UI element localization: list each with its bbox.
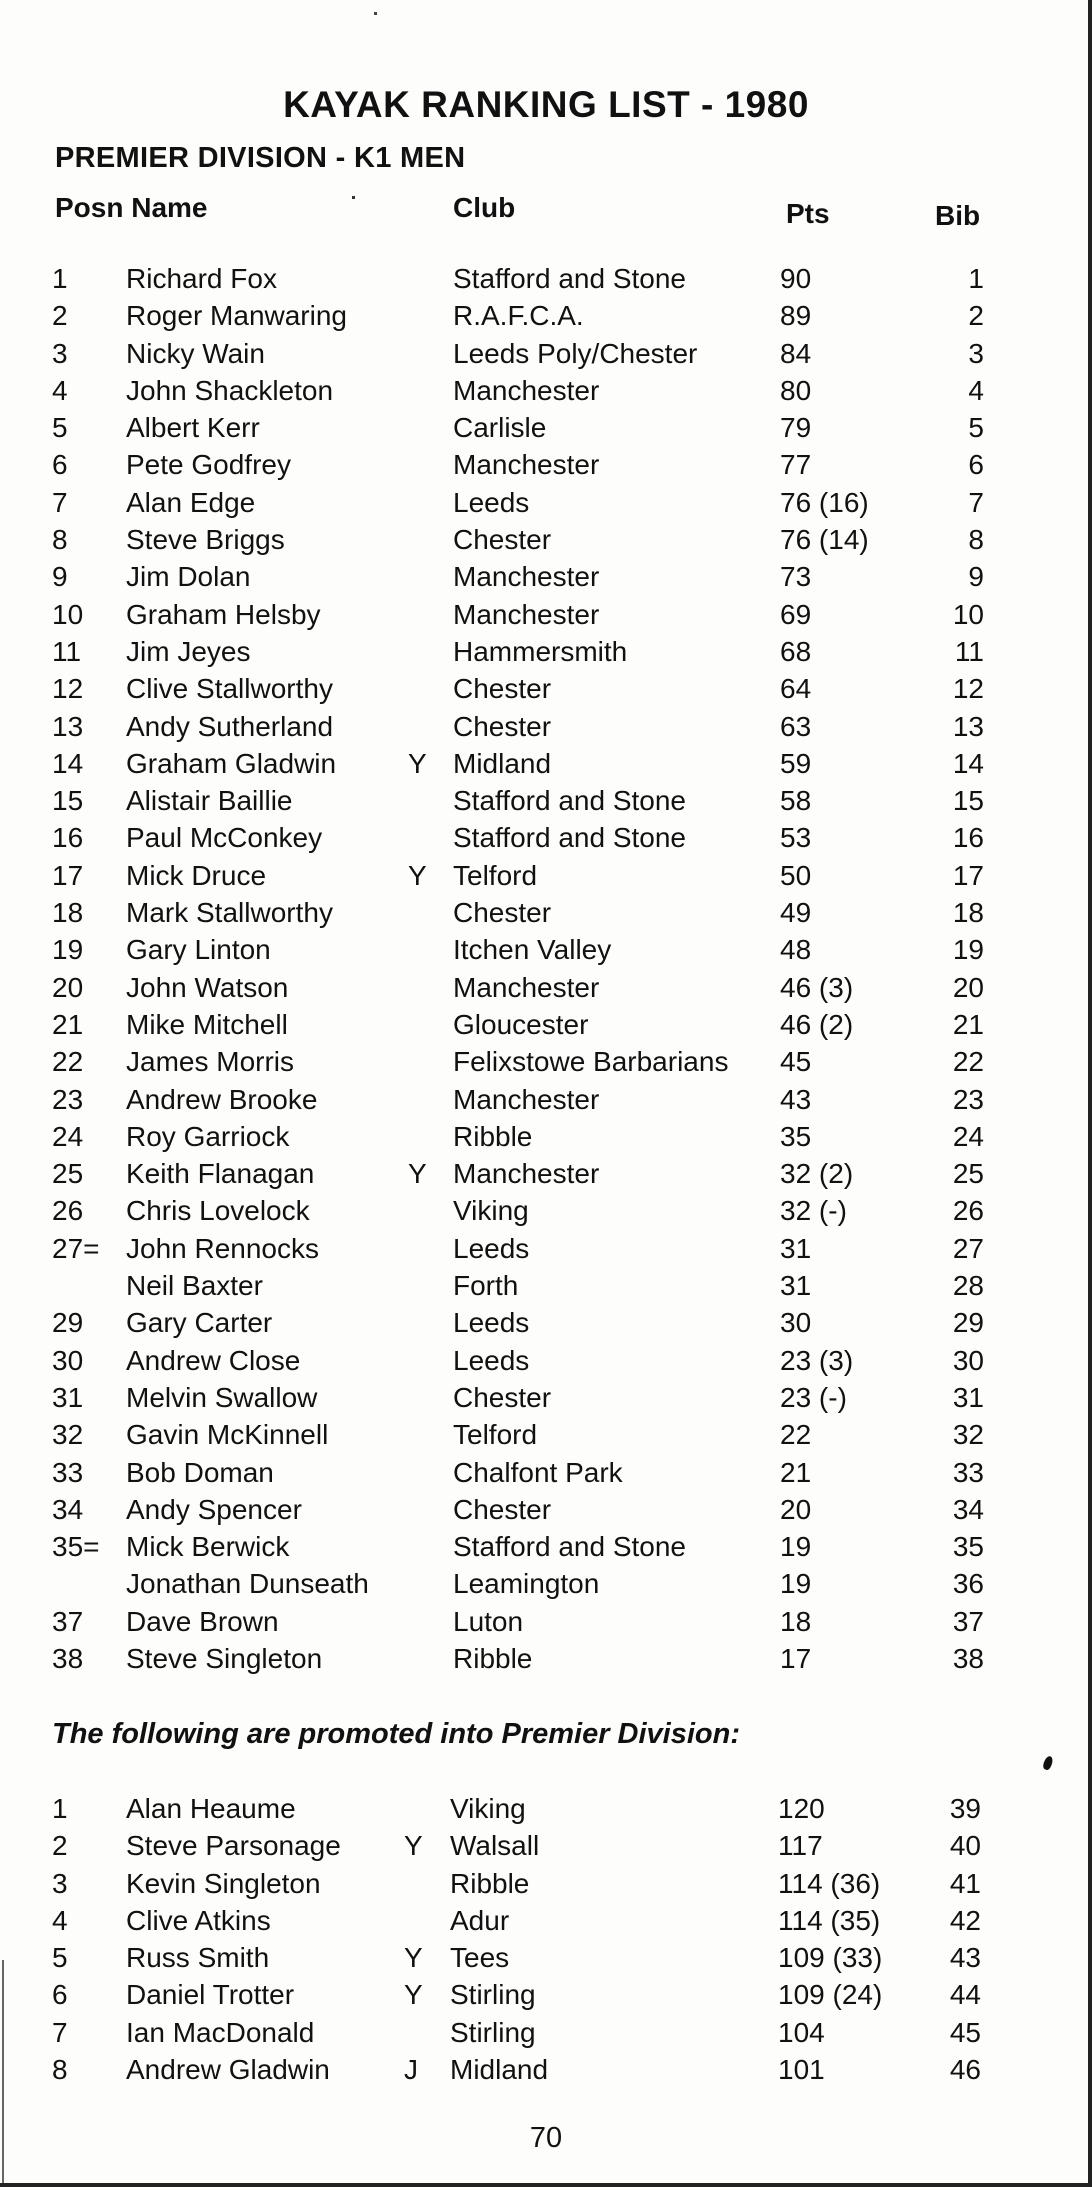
- cell-club: Hammersmith: [453, 635, 628, 667]
- cell-bib: 6: [968, 449, 984, 481]
- ink-mark: [1042, 1755, 1054, 1771]
- cell-name: Graham Helsby: [126, 598, 321, 630]
- cell-club: Ribble: [450, 1867, 530, 1899]
- cell-club: Stafford and Stone: [453, 785, 686, 817]
- cell-position: 5: [52, 412, 68, 444]
- cell-points: 43: [780, 1083, 812, 1115]
- cell-points: 90: [780, 263, 812, 294]
- cell-club: Midland: [450, 2054, 549, 2086]
- cell-club: Chester: [453, 710, 552, 742]
- scan-speck: [374, 12, 377, 15]
- cell-name: Ian MacDonald: [126, 2016, 315, 2048]
- page-number: 70: [529, 2122, 563, 2154]
- cell-points: 23 (-): [780, 1381, 847, 1413]
- table-row: [0, 558, 1092, 595]
- table-row: [0, 446, 1092, 483]
- table-row: [0, 857, 1092, 894]
- cell-club: Manchester: [453, 598, 600, 630]
- table-row: [0, 521, 1092, 558]
- cell-name: Kevin Singleton: [126, 1867, 321, 1899]
- cell-club: Chester: [453, 524, 552, 556]
- division-subtitle: PREMIER DIVISION - K1 MEN: [55, 142, 466, 174]
- cell-flag: Y: [408, 859, 427, 891]
- cell-club: Chester: [453, 1381, 552, 1413]
- cell-position: 9: [52, 561, 68, 593]
- cell-bib: 29: [952, 1307, 984, 1339]
- cell-position: 33: [52, 1456, 84, 1488]
- table-row: [0, 260, 1092, 297]
- cell-points: 80: [780, 374, 812, 406]
- cell-bib: 35: [952, 1531, 984, 1563]
- cell-name: Andy Sutherland: [126, 710, 334, 742]
- cell-bib: 14: [952, 747, 984, 779]
- cell-position: 7: [52, 486, 68, 518]
- cell-position: 21: [52, 1008, 84, 1040]
- cell-bib: 11: [954, 635, 984, 667]
- cell-name: Roy Garriock: [126, 1120, 290, 1152]
- cell-position: 24: [52, 1120, 84, 1152]
- table-row: [0, 1565, 1092, 1602]
- cell-position: 3: [52, 337, 68, 369]
- cell-position: 13: [52, 710, 84, 742]
- cell-position: 14: [52, 747, 84, 779]
- table-row: [0, 1491, 1092, 1528]
- header-posn-name: Posn Name: [55, 192, 208, 223]
- table-row: [0, 372, 1092, 409]
- cell-name: Steve Parsonage: [126, 1830, 341, 1862]
- table-row: [0, 1865, 1092, 1902]
- cell-name: Andy Spencer: [126, 1493, 302, 1525]
- cell-flag: J: [404, 2054, 418, 2086]
- table-row: [0, 1118, 1092, 1155]
- cell-club: Stafford and Stone: [453, 822, 686, 854]
- cell-bib: 30: [952, 1344, 984, 1376]
- cell-bib: 32: [952, 1419, 984, 1451]
- cell-bib: 7: [968, 486, 984, 518]
- cell-bib: 3: [968, 337, 984, 369]
- cell-points: 58: [780, 785, 812, 817]
- cell-position: 30: [52, 1344, 84, 1376]
- cell-position: 29: [52, 1307, 84, 1339]
- cell-position: 31: [52, 1381, 84, 1413]
- header-pts: Pts: [786, 198, 830, 229]
- cell-points: 73: [780, 561, 812, 593]
- table-row: [0, 1416, 1092, 1453]
- cell-club: R.A.F.C.A.: [453, 300, 584, 332]
- cell-name: John Rennocks: [126, 1232, 320, 1264]
- cell-bib: 37: [952, 1605, 984, 1637]
- cell-position: 6: [52, 449, 68, 481]
- table-row: [0, 2051, 1092, 2088]
- cell-club: Chalfont Park: [453, 1456, 623, 1488]
- cell-points: 30: [780, 1307, 812, 1339]
- cell-bib: 39: [949, 1793, 981, 1824]
- table-row: [0, 782, 1092, 819]
- cell-position: 16: [52, 822, 84, 854]
- cell-position: 20: [52, 971, 84, 1003]
- cell-name: Russ Smith: [126, 1942, 270, 1974]
- cell-position: 4: [52, 374, 68, 406]
- cell-club: Felixstowe Barbarians: [453, 1046, 729, 1078]
- cell-points: 46 (3): [780, 971, 854, 1003]
- cell-points: 50: [780, 859, 812, 891]
- cell-bib: 15: [952, 785, 984, 817]
- cell-flag: Y: [404, 1979, 423, 2011]
- table-row: [0, 1379, 1092, 1416]
- cell-points: 117: [778, 1830, 823, 1862]
- table-row: [0, 670, 1092, 707]
- cell-name: Keith Flanagan: [126, 1158, 315, 1190]
- cell-bib: 36: [952, 1568, 984, 1600]
- cell-name: Mick Berwick: [126, 1531, 290, 1563]
- cell-club: Telford: [453, 1419, 538, 1451]
- cell-bib: 46: [949, 2054, 981, 2086]
- cell-club: Manchester: [453, 374, 600, 406]
- cell-flag: Y: [404, 1942, 423, 1974]
- table-row: [0, 1640, 1092, 1677]
- cell-club: Tees: [450, 1942, 510, 1974]
- cell-flag: Y: [408, 1158, 427, 1190]
- cell-name: Steve Singleton: [126, 1642, 323, 1674]
- cell-club: Ribble: [453, 1120, 533, 1152]
- cell-name: Graham Gladwin: [126, 747, 337, 779]
- cell-position: 3: [52, 1867, 68, 1899]
- table-row: [0, 1230, 1092, 1267]
- table-row: [0, 1976, 1092, 2013]
- cell-club: Luton: [453, 1605, 524, 1637]
- scan-edge-bottom: [0, 2183, 1092, 2187]
- cell-bib: 34: [952, 1493, 984, 1525]
- cell-flag: Y: [408, 747, 427, 779]
- cell-position: 37: [52, 1605, 84, 1637]
- cell-position: 10: [52, 598, 84, 630]
- table-row: [0, 633, 1092, 670]
- cell-bib: 26: [952, 1195, 984, 1227]
- cell-points: 53: [780, 822, 812, 854]
- table-row: [0, 1454, 1092, 1491]
- cell-points: 84: [780, 337, 812, 369]
- cell-points: 69: [780, 598, 812, 630]
- cell-name: Gavin McKinnell: [126, 1419, 329, 1451]
- cell-points: 46 (2): [780, 1008, 854, 1040]
- cell-points: 109 (24): [778, 1979, 883, 2011]
- cell-position: 27=: [52, 1232, 100, 1264]
- cell-position: 15: [52, 785, 84, 817]
- promoted-note: The following are promoted into Premier Division:: [52, 1718, 741, 1750]
- cell-bib: 8: [968, 524, 984, 556]
- cell-position: 12: [52, 673, 84, 705]
- cell-position: 8: [52, 524, 68, 556]
- table-row: [0, 1043, 1092, 1080]
- table-row: [0, 1267, 1092, 1304]
- cell-name: Bob Doman: [126, 1456, 274, 1488]
- table-row: [0, 1902, 1092, 1939]
- table-row: [0, 1827, 1092, 1864]
- cell-position: 2: [52, 1830, 68, 1862]
- cell-points: 35: [780, 1120, 812, 1152]
- cell-position: 2: [52, 300, 68, 332]
- header-club: Club: [453, 192, 516, 223]
- cell-name: Andrew Gladwin: [126, 2054, 330, 2086]
- table-row: [0, 484, 1092, 521]
- cell-bib: 10: [952, 598, 984, 630]
- cell-name: Gary Linton: [126, 934, 271, 966]
- cell-position: 1: [52, 1793, 68, 1824]
- cell-name: Daniel Trotter: [126, 1979, 295, 2011]
- cell-club: Leeds: [453, 1307, 530, 1339]
- table-row: [0, 745, 1092, 782]
- cell-points: 19: [780, 1568, 812, 1600]
- promoted-ranking-table: [0, 1790, 1092, 2088]
- cell-position: 4: [52, 1904, 68, 1936]
- cell-position: 25: [52, 1158, 84, 1190]
- cell-points: 49: [780, 897, 812, 929]
- cell-bib: 28: [952, 1270, 984, 1302]
- cell-name: Jonathan Dunseath: [126, 1568, 369, 1600]
- cell-name: Paul McConkey: [126, 822, 323, 854]
- cell-points: 120: [778, 1793, 825, 1824]
- cell-bib: 20: [952, 971, 984, 1003]
- cell-name: John Watson: [126, 971, 289, 1003]
- table-row: [0, 1304, 1092, 1341]
- column-headers: [0, 192, 1092, 232]
- cell-points: 17: [780, 1642, 812, 1674]
- table-row: [0, 969, 1092, 1006]
- cell-bib: 45: [949, 2016, 981, 2048]
- cell-name: Alan Heaume: [126, 1793, 296, 1824]
- table-row: [0, 1081, 1092, 1118]
- cell-bib: 2: [968, 300, 984, 332]
- cell-club: Stirling: [450, 1979, 536, 2011]
- cell-name: Alistair Baillie: [126, 785, 293, 817]
- cell-bib: 25: [952, 1158, 984, 1190]
- table-row: [0, 297, 1092, 334]
- cell-bib: 31: [952, 1381, 984, 1413]
- page-title: KAYAK RANKING LIST - 1980: [283, 84, 809, 125]
- cell-points: 48: [780, 934, 812, 966]
- cell-name: Clive Atkins: [126, 1904, 271, 1936]
- cell-club: Viking: [453, 1195, 529, 1227]
- cell-points: 76 (14): [780, 524, 869, 556]
- cell-name: Andrew Brooke: [126, 1083, 318, 1115]
- cell-club: Viking: [450, 1793, 526, 1824]
- cell-name: James Morris: [126, 1046, 295, 1078]
- cell-points: 68: [780, 635, 812, 667]
- cell-bib: 22: [952, 1046, 984, 1078]
- cell-name: Gary Carter: [126, 1307, 273, 1339]
- table-row: [0, 1528, 1092, 1565]
- cell-points: 32 (-): [780, 1195, 847, 1227]
- cell-name: Jim Dolan: [126, 561, 251, 593]
- cell-name: Albert Kerr: [126, 412, 260, 444]
- cell-club: Ribble: [453, 1642, 533, 1674]
- cell-position: 6: [52, 1979, 68, 2011]
- cell-name: Melvin Swallow: [126, 1381, 318, 1413]
- table-row: [0, 2014, 1092, 2051]
- table-row: [0, 409, 1092, 446]
- cell-bib: 33: [952, 1456, 984, 1488]
- cell-points: 21: [780, 1456, 812, 1488]
- cell-position: 11: [52, 635, 82, 667]
- cell-bib: 12: [952, 673, 984, 705]
- table-row: [0, 1192, 1092, 1229]
- cell-position: 23: [52, 1083, 84, 1115]
- cell-name: Clive Stallworthy: [126, 673, 333, 705]
- cell-club: Stafford and Stone: [453, 263, 686, 294]
- cell-bib: 18: [952, 897, 984, 929]
- cell-position: 8: [52, 2054, 68, 2086]
- cell-points: 23 (3): [780, 1344, 854, 1376]
- cell-position: 34: [52, 1493, 84, 1525]
- cell-position: 22: [52, 1046, 84, 1078]
- cell-bib: 21: [952, 1008, 984, 1040]
- cell-club: Leeds: [453, 1344, 530, 1376]
- cell-points: 59: [780, 747, 812, 779]
- table-row: [0, 1939, 1092, 1976]
- cell-name: Nicky Wain: [126, 337, 265, 369]
- cell-points: 77: [780, 449, 812, 481]
- cell-bib: 9: [968, 561, 984, 593]
- premier-ranking-table: [0, 260, 1092, 1677]
- cell-club: Chester: [453, 1493, 552, 1525]
- cell-bib: 38: [952, 1642, 984, 1674]
- cell-bib: 17: [952, 859, 984, 891]
- cell-bib: 5: [968, 412, 984, 444]
- cell-position: 18: [52, 897, 84, 929]
- table-row: [0, 819, 1092, 856]
- cell-points: 64: [780, 673, 812, 705]
- cell-points: 101: [778, 2054, 825, 2086]
- cell-name: Richard Fox: [126, 263, 277, 294]
- cell-name: Neil Baxter: [126, 1270, 263, 1302]
- cell-bib: 23: [952, 1083, 984, 1115]
- table-row: [0, 335, 1092, 372]
- cell-points: 20: [780, 1493, 812, 1525]
- cell-bib: 13: [952, 710, 984, 742]
- cell-bib: 24: [952, 1120, 984, 1152]
- cell-bib: 41: [949, 1867, 981, 1899]
- cell-name: Dave Brown: [126, 1605, 279, 1637]
- cell-club: Adur: [450, 1904, 510, 1936]
- cell-name: Mark Stallworthy: [126, 897, 333, 929]
- cell-points: 19: [780, 1531, 812, 1563]
- cell-points: 32 (2): [780, 1158, 854, 1190]
- cell-bib: 19: [952, 934, 984, 966]
- cell-name: Roger Manwaring: [126, 300, 347, 332]
- header-bib: Bib: [935, 200, 981, 231]
- cell-bib: 44: [949, 1979, 981, 2011]
- cell-club: Walsall: [450, 1830, 540, 1862]
- table-row: [0, 894, 1092, 931]
- cell-club: Leeds Poly/Chester: [453, 337, 698, 369]
- cell-points: 76 (16): [780, 486, 869, 518]
- cell-name: Mike Mitchell: [126, 1008, 288, 1040]
- cell-club: Manchester: [453, 561, 600, 593]
- cell-position: 35=: [52, 1531, 100, 1563]
- table-row: [0, 1155, 1092, 1192]
- cell-club: Stirling: [450, 2016, 536, 2048]
- cell-name: John Shackleton: [126, 374, 334, 406]
- cell-club: Itchen Valley: [453, 934, 612, 966]
- cell-club: Gloucester: [453, 1008, 589, 1040]
- cell-bib: 40: [949, 1830, 981, 1862]
- table-row: [0, 1342, 1092, 1379]
- table-row: [0, 1790, 1092, 1827]
- cell-club: Chester: [453, 673, 552, 705]
- cell-club: Leeds: [453, 1232, 530, 1264]
- cell-points: 31: [780, 1270, 812, 1302]
- cell-points: 22: [780, 1419, 812, 1451]
- cell-position: 7: [52, 2016, 68, 2048]
- cell-points: 63: [780, 710, 812, 742]
- cell-club: Midland: [453, 747, 552, 779]
- cell-points: 89: [780, 300, 812, 332]
- cell-club: Manchester: [453, 971, 600, 1003]
- table-row: [0, 708, 1092, 745]
- cell-club: Carlisle: [453, 412, 547, 444]
- cell-position: 26: [52, 1195, 84, 1227]
- cell-position: 19: [52, 934, 84, 966]
- cell-club: Leamington: [453, 1568, 600, 1600]
- table-row: [0, 931, 1092, 968]
- table-row: [0, 1603, 1092, 1640]
- cell-points: 18: [780, 1605, 812, 1637]
- cell-bib: 43: [949, 1942, 981, 1974]
- cell-bib: 1: [968, 263, 984, 294]
- cell-points: 31: [780, 1232, 812, 1264]
- cell-points: 109 (33): [778, 1942, 883, 1974]
- cell-points: 104: [778, 2016, 825, 2048]
- cell-points: 79: [780, 412, 812, 444]
- cell-position: 32: [52, 1419, 84, 1451]
- cell-bib: 27: [952, 1232, 984, 1264]
- cell-club: Telford: [453, 859, 538, 891]
- cell-name: Steve Briggs: [126, 524, 285, 556]
- cell-points: 45: [780, 1046, 812, 1078]
- cell-club: Chester: [453, 897, 552, 929]
- cell-position: 17: [52, 859, 84, 891]
- cell-position: 38: [52, 1642, 84, 1674]
- cell-name: Pete Godfrey: [126, 449, 291, 481]
- table-row: [0, 596, 1092, 633]
- cell-name: Chris Lovelock: [126, 1195, 310, 1227]
- cell-name: Mick Druce: [126, 859, 267, 891]
- cell-club: Forth: [453, 1270, 519, 1302]
- cell-club: Manchester: [453, 1158, 600, 1190]
- cell-club: Manchester: [453, 1083, 600, 1115]
- cell-position: 1: [52, 263, 68, 294]
- cell-name: Andrew Close: [126, 1344, 301, 1376]
- cell-name: Alan Edge: [126, 486, 256, 518]
- cell-bib: 4: [968, 374, 984, 406]
- cell-points: 114 (35): [778, 1904, 881, 1936]
- cell-bib: 16: [952, 822, 984, 854]
- table-row: [0, 1006, 1092, 1043]
- cell-club: Leeds: [453, 486, 530, 518]
- cell-points: 114 (36): [778, 1867, 881, 1899]
- cell-club: Manchester: [453, 449, 600, 481]
- cell-club: Stafford and Stone: [453, 1531, 686, 1563]
- cell-bib: 42: [949, 1904, 981, 1936]
- cell-position: 5: [52, 1942, 68, 1974]
- cell-flag: Y: [404, 1830, 423, 1862]
- cell-name: Jim Jeyes: [126, 635, 251, 667]
